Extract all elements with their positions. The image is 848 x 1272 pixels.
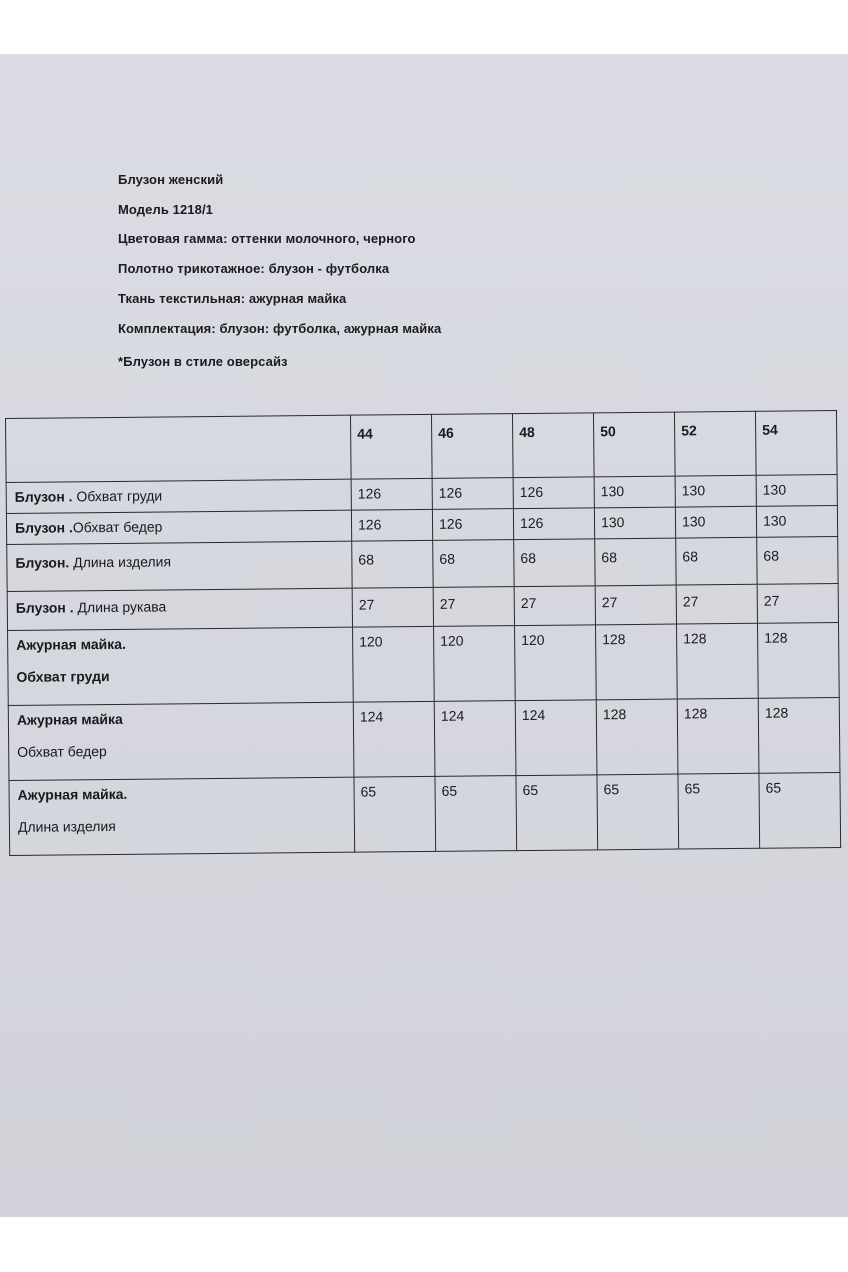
value-cell: 130 <box>675 506 756 538</box>
size-cell: 46 <box>431 414 513 479</box>
value-cell: 126 <box>432 478 513 510</box>
value-cell: 27 <box>595 585 676 625</box>
size-header-row <box>6 411 838 483</box>
size-cell: 52 <box>674 411 756 476</box>
value-cell: 120 <box>353 626 435 702</box>
value-cell: 68 <box>433 540 514 588</box>
size-cell: 48 <box>512 413 594 478</box>
value-cell: 124 <box>515 700 597 776</box>
oversize-note: *Блузон в стиле оверсайз <box>118 354 288 369</box>
row-label: Блузон . Обхват груди <box>6 479 351 513</box>
table-row <box>8 623 840 706</box>
model-number: Модель 1218/1 <box>118 202 214 217</box>
value-cell: 128 <box>758 623 840 699</box>
row-label: Ажурная майка. Длина изделия <box>9 777 355 855</box>
value-cell: 128 <box>758 698 840 774</box>
value-cell: 68 <box>514 539 595 587</box>
value-cell: 68 <box>676 537 757 585</box>
product-title: Блузон женский <box>118 172 224 187</box>
value-cell: 128 <box>677 698 759 774</box>
value-cell: 128 <box>677 623 759 699</box>
value-cell: 126 <box>513 508 594 540</box>
row-label: Ажурная майка. Обхват груди <box>8 627 354 705</box>
value-cell: 68 <box>595 538 676 586</box>
row-label: Блузон . Длина рукава <box>7 588 352 630</box>
value-cell: 27 <box>514 586 595 626</box>
value-cell: 130 <box>675 475 756 507</box>
value-cell: 128 <box>596 699 678 775</box>
value-cell: 120 <box>434 626 516 702</box>
value-cell: 124 <box>353 701 435 777</box>
value-cell: 65 <box>354 776 436 852</box>
table-row <box>8 698 840 781</box>
value-cell: 68 <box>757 537 838 585</box>
set-contents: Комплектация: блузон: футболка, ажурная майка <box>118 321 442 336</box>
size-cell: 54 <box>755 411 837 476</box>
value-cell: 130 <box>594 507 675 539</box>
value-cell: 126 <box>351 509 432 541</box>
table-row <box>7 537 838 592</box>
color-range: Цветовая гамма: оттенки молочного, черного <box>118 231 416 246</box>
row-label: Блузон .Обхват бедер <box>6 510 351 544</box>
value-cell: 126 <box>351 478 432 510</box>
size-cell: 50 <box>593 412 675 477</box>
value-cell: 120 <box>515 625 597 701</box>
value-cell: 128 <box>596 624 678 700</box>
value-cell: 126 <box>432 509 513 541</box>
header-empty-cell <box>6 415 352 482</box>
value-cell: 65 <box>597 774 679 850</box>
value-cell: 27 <box>676 584 757 624</box>
value-cell: 27 <box>352 587 433 627</box>
value-cell: 65 <box>759 773 841 849</box>
value-cell: 27 <box>757 584 838 624</box>
value-cell: 68 <box>352 540 433 588</box>
value-cell: 130 <box>756 506 837 538</box>
knit-fabric: Полотно трикотажное: блузон - футболка <box>118 261 390 276</box>
value-cell: 65 <box>516 775 598 851</box>
table-row <box>9 773 841 856</box>
value-cell: 124 <box>434 701 516 777</box>
size-table <box>5 410 841 856</box>
value-cell: 65 <box>678 773 760 849</box>
row-label: Блузон. Длина изделия <box>7 541 352 591</box>
textile-fabric: Ткань текстильная: ажурная майка <box>118 291 347 306</box>
value-cell: 65 <box>435 776 517 852</box>
value-cell: 126 <box>513 477 594 509</box>
value-cell: 27 <box>433 587 514 627</box>
row-label: Ажурная майка Обхват бедер <box>8 702 354 780</box>
value-cell: 130 <box>594 476 675 508</box>
size-cell: 44 <box>350 414 432 479</box>
value-cell: 130 <box>756 475 837 507</box>
